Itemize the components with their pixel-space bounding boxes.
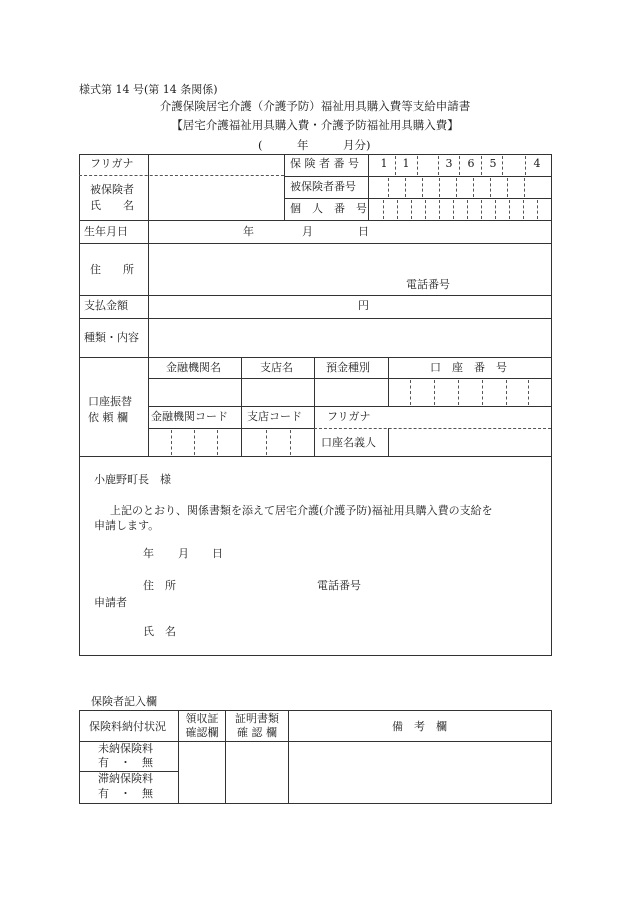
payment-unit: 円 [358, 299, 369, 312]
statement-line-2: 申請します。 [94, 519, 160, 532]
remarks-header: 備 考 欄 [392, 720, 447, 733]
unpaid-premium-label: 未納保険料 [98, 742, 153, 755]
unpaid-yes-no: 有 ・ 無 [98, 756, 153, 769]
overdue-yes-no: 有 ・ 無 [98, 787, 153, 800]
application-date-month: 月 [178, 547, 189, 560]
birthdate-year: 年 [243, 225, 254, 238]
type-content-label: 種類・内容 [84, 331, 139, 344]
receipt-check-header-1: 領収証 [185, 712, 219, 725]
insured-person-label: 被保険者 [90, 183, 134, 196]
form-subtitle: 【居宅介護福祉用具購入費・介護予防福祉用具購入費】 [171, 118, 459, 132]
insurer-digit: 4 [533, 157, 541, 170]
branch-code-label: 支店コード [247, 410, 302, 423]
personal-number-label: 個 人 番 号 [290, 202, 367, 215]
application-date-year: 年 [143, 547, 154, 560]
branch-name-label: 支店名 [260, 361, 293, 374]
insurer-digit: 5 [489, 157, 497, 170]
account-holder-label: 口座名義人 [321, 436, 376, 449]
certificate-check-header-2: 確 認 欄 [237, 726, 277, 739]
insurer-digit: 1 [402, 157, 410, 170]
bank-furigana-label: フリガナ [327, 410, 371, 423]
phone-label: 電話番号 [406, 278, 450, 291]
institution-name-label: 金融機関名 [166, 361, 221, 374]
insured-number-label: 被保険者番号 [290, 180, 356, 193]
certificate-check-header-1: 証明書類 [235, 712, 279, 725]
institution-code-label: 金融機関コード [151, 410, 228, 423]
birthdate-month: 月 [302, 225, 313, 238]
applicant-phone-label: 電話番号 [317, 579, 361, 592]
form-number: 様式第 14 号(第 14 条関係) [79, 83, 218, 96]
payment-status-header: 保険料納付状況 [89, 720, 166, 733]
birthdate-label: 生年月日 [84, 225, 128, 238]
address-label: 住 所 [90, 263, 134, 276]
bank-section-label: 口座振替 依 頼 欄 [88, 395, 132, 424]
applicant-address-label: 住 所 [143, 579, 176, 592]
overdue-premium-label: 滞納保険料 [98, 772, 153, 785]
insurer-digit: 6 [467, 157, 475, 170]
addressee: 小鹿野町長 様 [94, 473, 171, 486]
statement-line-1: 上記のとおり、関係書類を添えて居宅介護(介護予防)福祉用具購入費の支給を [110, 504, 493, 517]
application-date-day: 日 [212, 547, 223, 560]
insurer-digit: 1 [380, 157, 388, 170]
birthdate-day: 日 [358, 225, 369, 238]
receipt-check-header-2: 確認欄 [185, 726, 219, 739]
payment-label: 支払金額 [84, 299, 128, 312]
insurer-digit: 3 [445, 157, 453, 170]
insurer-number-label: 保 険 者 番 号 [290, 157, 359, 170]
deposit-type-label: 預金種別 [326, 361, 370, 374]
insurer-section-heading: 保険者記入欄 [91, 695, 157, 708]
applicant-name-label: 氏 名 [143, 625, 176, 638]
applicant-label: 申請者 [94, 596, 127, 609]
furigana-label: フリガナ [90, 157, 134, 170]
account-number-label: 口 座 番 号 [430, 361, 507, 374]
name-label: 氏 名 [90, 199, 134, 212]
form-title: 介護保険居宅介護（介護予防）福祉用具購入費等支給申請書 [159, 99, 471, 113]
period-label: ( 年 月分) [258, 138, 371, 152]
